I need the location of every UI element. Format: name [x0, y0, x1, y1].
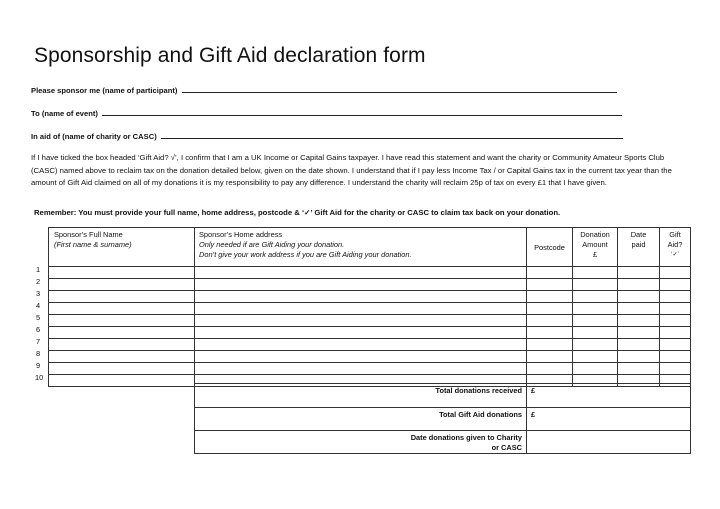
remember-note: Remember: You must provide your full name, home address, postcode & ‘✓’ Gift Aid for the charity or CASC to claim tax back on your donation. — [34, 208, 561, 217]
amount-cell[interactable] — [573, 315, 618, 327]
sponsor-table — [48, 227, 691, 387]
giftaid-cell[interactable] — [660, 351, 691, 363]
address-cell[interactable] — [195, 315, 527, 327]
amount-cell[interactable] — [573, 339, 618, 351]
charity-blank[interactable] — [161, 131, 623, 139]
table-row — [49, 303, 691, 315]
name-cell[interactable] — [49, 267, 195, 279]
giftaid-cell[interactable] — [660, 315, 691, 327]
table-row — [49, 327, 691, 339]
giftaid-header-3: ‘✓’ — [671, 252, 679, 258]
row-number: 7 — [36, 337, 41, 346]
participant-field[interactable] — [31, 85, 617, 95]
date-cell[interactable] — [618, 339, 660, 351]
giftaid-cell[interactable] — [660, 267, 691, 279]
address-cell[interactable] — [195, 339, 527, 351]
date-given-label-2: or CASC — [491, 443, 522, 452]
address-cell[interactable] — [195, 303, 527, 315]
address-cell[interactable] — [195, 363, 527, 375]
address-cell[interactable] — [195, 327, 527, 339]
table-row — [49, 315, 691, 327]
postcode-cell[interactable] — [527, 327, 573, 339]
participant-blank[interactable] — [182, 85, 617, 93]
total-received-value[interactable]: £ — [527, 384, 691, 408]
declaration-statement: If I have ticked the box headed ‘Gift Aid? √’, I confirm that I am a UK Income or Capital Gains taxpayer. I have read this statement and want the charity or Community Amateur Sports Club (CASC) named above to reclaim tax on the donation detailed below, given on the date shown. I understand that if I pay less Income Tax / or Capital Gains tax in the current tax year than the amount of Gift Aid claimed on all of my donations it is my responsibility to pay any difference. I understand the charity will reclaim 25p of tax on every £1 that I have given. — [31, 153, 672, 188]
postcode-header: Postcode — [527, 228, 573, 267]
table-row — [49, 339, 691, 351]
date-given-label-1: Date donations given to Charity — [410, 433, 522, 442]
giftaid-header-cell — [660, 228, 691, 267]
date-cell[interactable] — [618, 303, 660, 315]
postcode-cell[interactable] — [527, 339, 573, 351]
event-field[interactable] — [31, 108, 622, 118]
date-header-2: paid — [631, 240, 646, 249]
giftaid-cell[interactable] — [660, 279, 691, 291]
name-header: Sponsor’s Full Name — [54, 230, 123, 239]
address-header: Sponsor’s Home address — [199, 230, 283, 239]
date-header-cell — [618, 228, 660, 267]
amount-header-cell — [573, 228, 618, 267]
date-cell[interactable] — [618, 351, 660, 363]
amount-cell[interactable] — [573, 363, 618, 375]
name-cell[interactable] — [49, 339, 195, 351]
event-label: To (name of event) — [31, 109, 98, 118]
table-row — [49, 363, 691, 375]
charity-field[interactable] — [31, 131, 623, 141]
postcode-cell[interactable] — [527, 351, 573, 363]
table-row — [49, 279, 691, 291]
totals-table — [194, 383, 691, 454]
row-number: 8 — [36, 349, 41, 358]
address-cell[interactable] — [195, 351, 527, 363]
date-given-value[interactable] — [527, 431, 691, 454]
date-cell[interactable] — [618, 327, 660, 339]
row-numbers — [36, 264, 43, 384]
postcode-cell[interactable] — [527, 267, 573, 279]
postcode-cell[interactable] — [527, 315, 573, 327]
name-cell[interactable] — [49, 363, 195, 375]
date-header-1: Date — [630, 230, 647, 239]
amount-cell[interactable] — [573, 327, 618, 339]
name-subheader: (First name & surname) — [54, 240, 132, 249]
giftaid-header-1: Gift — [669, 230, 681, 239]
row-number: 4 — [36, 301, 41, 310]
giftaid-cell[interactable] — [660, 339, 691, 351]
address-subheader-2: Don’t give your work address if you are Gift Aiding your donation. — [199, 250, 412, 259]
total-giftaid-row — [195, 408, 691, 431]
row-number: 3 — [36, 289, 41, 298]
address-subheader-1: Only needed if are Gift Aiding your donation. — [199, 240, 345, 249]
postcode-cell[interactable] — [527, 291, 573, 303]
name-cell[interactable] — [49, 375, 195, 387]
name-cell[interactable] — [49, 315, 195, 327]
charity-label: In aid of (name of charity or CASC) — [31, 132, 157, 141]
giftaid-cell[interactable] — [660, 363, 691, 375]
table-header-row — [49, 228, 691, 267]
address-cell[interactable] — [195, 291, 527, 303]
date-cell[interactable] — [618, 291, 660, 303]
postcode-cell[interactable] — [527, 363, 573, 375]
name-cell[interactable] — [49, 291, 195, 303]
row-number: 6 — [36, 325, 41, 334]
amount-cell[interactable] — [573, 303, 618, 315]
amount-cell[interactable] — [573, 351, 618, 363]
name-cell[interactable] — [49, 279, 195, 291]
postcode-cell[interactable] — [527, 303, 573, 315]
amount-cell[interactable] — [573, 291, 618, 303]
amount-cell[interactable] — [573, 279, 618, 291]
postcode-cell[interactable] — [527, 279, 573, 291]
total-giftaid-value[interactable]: £ — [527, 408, 691, 431]
name-cell[interactable] — [49, 351, 195, 363]
date-given-row — [195, 431, 691, 454]
row-number: 9 — [36, 361, 41, 370]
date-cell[interactable] — [618, 267, 660, 279]
total-giftaid-label: Total Gift Aid donations — [195, 408, 527, 431]
event-blank[interactable] — [102, 108, 622, 116]
amount-cell[interactable] — [573, 267, 618, 279]
participant-label: Please sponsor me (name of participant) — [31, 86, 178, 95]
amount-header-3: £ — [592, 250, 598, 259]
name-cell[interactable] — [49, 303, 195, 315]
date-given-label-cell — [195, 431, 527, 454]
date-cell[interactable] — [618, 279, 660, 291]
giftaid-cell[interactable] — [660, 327, 691, 339]
giftaid-header-2: Aid? — [667, 240, 683, 249]
row-number: 2 — [36, 277, 41, 286]
giftaid-cell[interactable] — [660, 303, 691, 315]
total-received-label: Total donations received — [195, 384, 527, 408]
page-title: Sponsorship and Gift Aid declaration form — [34, 44, 426, 67]
address-header-cell — [195, 228, 527, 267]
total-received-row — [195, 384, 691, 408]
table-row — [49, 267, 691, 279]
amount-header-1: Donation — [580, 230, 610, 239]
row-number: 1 — [36, 265, 41, 274]
address-cell[interactable] — [195, 279, 527, 291]
row-number: 10 — [35, 373, 44, 382]
amount-header-2: Amount — [582, 240, 608, 249]
table-row — [49, 291, 691, 303]
giftaid-cell[interactable] — [660, 291, 691, 303]
date-cell[interactable] — [618, 363, 660, 375]
name-header-cell — [49, 228, 195, 267]
table-row — [49, 351, 691, 363]
row-number: 5 — [36, 313, 41, 322]
date-cell[interactable] — [618, 315, 660, 327]
name-cell[interactable] — [49, 327, 195, 339]
address-cell[interactable] — [195, 267, 527, 279]
